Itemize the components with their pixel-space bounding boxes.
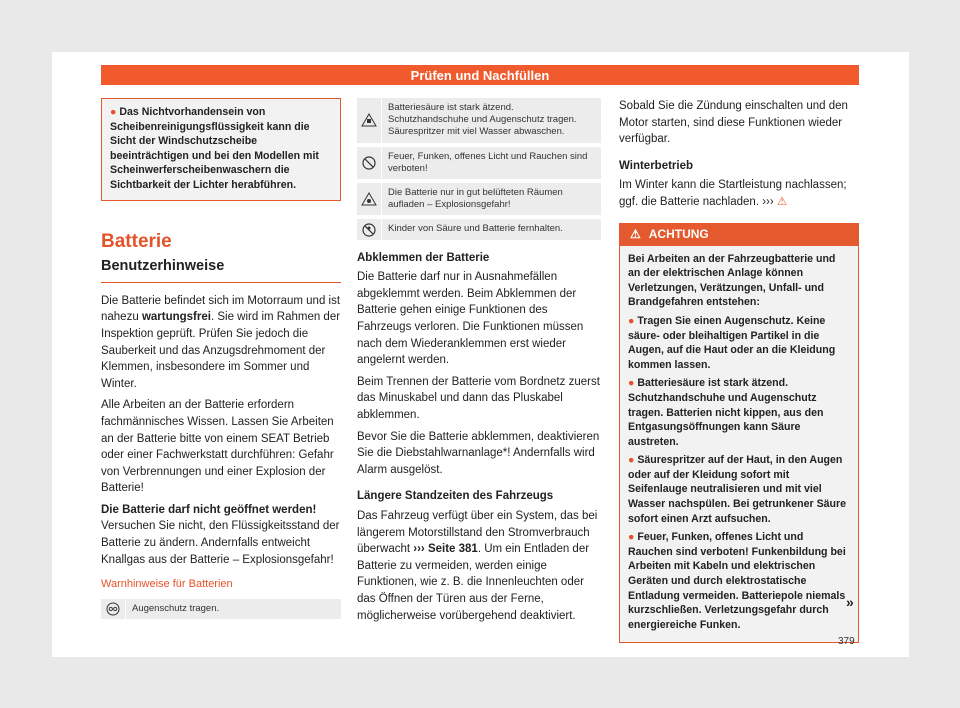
warning-note-box [101, 98, 341, 201]
symbol-text: Feuer, Funken, offenes Licht und Rauchen sind verboten! [388, 150, 588, 174]
symbol-text: Kinder von Säure und Batterie fernhalten. [388, 223, 563, 235]
warning-note-text: Das Nichtvorhandensein von Scheibenreinigungsflüssigkeit kann die Sicht der Windschutzscheibe beeinträchtigen und bei den Modellen mit Scheinwerferscheibenwaschern die Sichtbarkeit der Lichter herabführen. [110, 106, 319, 191]
paragraph: Die Batterie darf nur in Ausnahmefällen abgeklemmt werden. Beim Abklemmen der Batterie gehen einige Funktionen des Fahrzeugs verloren. Die Funktionen müssen nach dem Wiederanklemmen erst wieder angelernt werden. [357, 271, 584, 367]
symbol-text: Augenschutz tragen. [132, 602, 220, 614]
achtung-item [628, 376, 850, 449]
explosion-icon [357, 183, 382, 215]
achtung-intro: Bei Arbeiten an der Fahrzeugbatterie und an der elektrischen Anlage können Verletzungen, Verätzungen, Unfall- und Brandgefahren entstehen: [628, 252, 836, 309]
achtung-box [619, 223, 859, 644]
symbol-row [101, 599, 341, 619]
heading-standzeit: Längere Standzeiten des Fahrzeugs [357, 490, 554, 503]
paragraph [619, 177, 859, 210]
text: Batteriesäure ist stark ätzend. Schutzhandschuhe und Augenschutz tragen. Batterien nicht kippen, aus den Entgasungsöffnungen kann Säure austreten. [628, 377, 824, 448]
emphasis: Die Batterie darf nicht geöffnet werden! [101, 503, 317, 516]
text: Die Batterie befindet sich im Motorraum und ist nahezu [101, 294, 341, 324]
page-reference-link[interactable]: ››› Seite 381 [413, 543, 478, 556]
text: . Sie wird im Rahmen der Inspektion geprüft. Prüfen Sie jedoch die Sauberkeit und das Anzugsdrehmoment der Klemmen, insbesondere im Sommer und Winter. [101, 311, 341, 390]
header-title: Prüfen und Nachfüllen [410, 67, 550, 83]
subsection-title: Benutzerhinweise [101, 258, 341, 283]
achtung-title: ACHTUNG [648, 227, 709, 242]
no-children-icon [357, 219, 382, 239]
warning-triangle-icon: ⚠ [776, 195, 788, 208]
text: Versuchen Sie nicht, den Flüssigkeitsstand der Batterie zu ändern. Andernfalls entweicht Knallgas aus der Batterie – Explosionsgefahr! [101, 520, 340, 566]
symbol-row [357, 98, 601, 143]
paragraph: Bevor Sie die Batterie abklemmen, deaktivieren Sie die Diebstahlwarnanlage*! Andernfalls wird Alarm ausgelöst. [357, 430, 600, 476]
symbol-row [357, 147, 601, 179]
section-title: Batterie [101, 230, 172, 252]
paragraph [357, 508, 601, 624]
symbol-text: Batteriesäure ist stark ätzend. Schutzhandschuhe und Augenschutz tragen. Säurespritzer mit viel Wasser abwaschen. [388, 102, 577, 138]
page-header [101, 65, 859, 85]
achtung-item [628, 314, 850, 372]
heading-winter: Winterbetrieb [619, 159, 694, 172]
column-right [619, 98, 859, 643]
paragraph: Sobald Sie die Zündung einschalten und den Motor starten, sind diese Funktionen wieder verfügbar. [619, 100, 848, 146]
text: Im Winter kann die Startleistung nachlassen; ggf. die Batterie nachladen. ››› [619, 179, 847, 208]
text: Das Fahrzeug verfügt über ein System, das bei längerem Motorstillstand den Stromverbrauch überwacht [357, 509, 598, 556]
no-fire-icon [357, 147, 382, 179]
paragraph: Alle Arbeiten an der Batterie erfordern fachmännisches Wissen. Lassen Sie Arbeiten an der Batterie bitte von einem SEAT Betrieb oder einer Fachwerkstatt durchführen: Gefahr von Verbrennungen und einer Explosion der Batterie! [101, 399, 334, 495]
heading-disconnect: Abklemmen der Batterie [357, 251, 490, 264]
symbol-row [357, 219, 601, 239]
paragraph [101, 502, 341, 568]
bullet-icon: ● [628, 454, 638, 467]
text: . Um ein Entladen der Batterie zu vermeiden, werden einige Funktionen, wie z. B. die Innenleuchten oder das Öffnen der Türen aus der Ferne, möglicherweise vorübergehend deaktiviert. [357, 543, 590, 622]
column-middle [357, 98, 601, 629]
achtung-item [628, 453, 850, 526]
page-number: 379 [838, 636, 855, 647]
text: Säurespritzer auf der Haut, in den Augen oder auf der Kleidung sofort mit Seifenlauge neutralisieren und mit viel Wasser nachspülen. Bei getrunkener Säure sofort einen Arzt aufsuchen. [628, 454, 847, 525]
column-left [101, 98, 341, 623]
paragraph: Beim Trennen der Batterie vom Bordnetz zuerst das Minuskabel und dann das Pluskabel abklemmen. [357, 375, 600, 421]
achtung-header [620, 224, 858, 246]
goggles-icon [101, 599, 126, 619]
warning-symbols-title: Warnhinweise für Batterien [101, 578, 233, 591]
achtung-body [620, 246, 858, 643]
text: Tragen Sie einen Augenschutz. Keine säure- oder bleihaltigen Partikel in die Augen, auf die Haut oder an die Kleidung kommen lassen. [628, 314, 836, 371]
warning-triangle-icon: ⚠ [630, 227, 641, 242]
paragraph [101, 293, 341, 393]
continue-mark: » [846, 594, 854, 610]
bullet-icon: ● [628, 314, 638, 327]
emphasis: wartungsfrei [141, 311, 211, 324]
acid-warning-icon [357, 98, 382, 143]
bullet-icon: ● [628, 531, 638, 544]
symbol-row [357, 183, 601, 215]
symbol-text: Die Batterie nur in gut belüfteten Räumen aufladen – Explosionsgefahr! [388, 187, 563, 211]
achtung-item [628, 530, 850, 632]
bullet-icon: ● [110, 106, 117, 118]
bullet-icon: ● [628, 377, 638, 390]
text: Feuer, Funken, offenes Licht und Rauchen sind verboten! Funkenbildung bei Arbeiten mit Kabeln und elektrischen Geräten und durch elektrostatische Entladung vermeiden. Batteriepole niemals kurzschließen. Verletzungsgefahr durch energiereiche Funken. [628, 531, 846, 631]
